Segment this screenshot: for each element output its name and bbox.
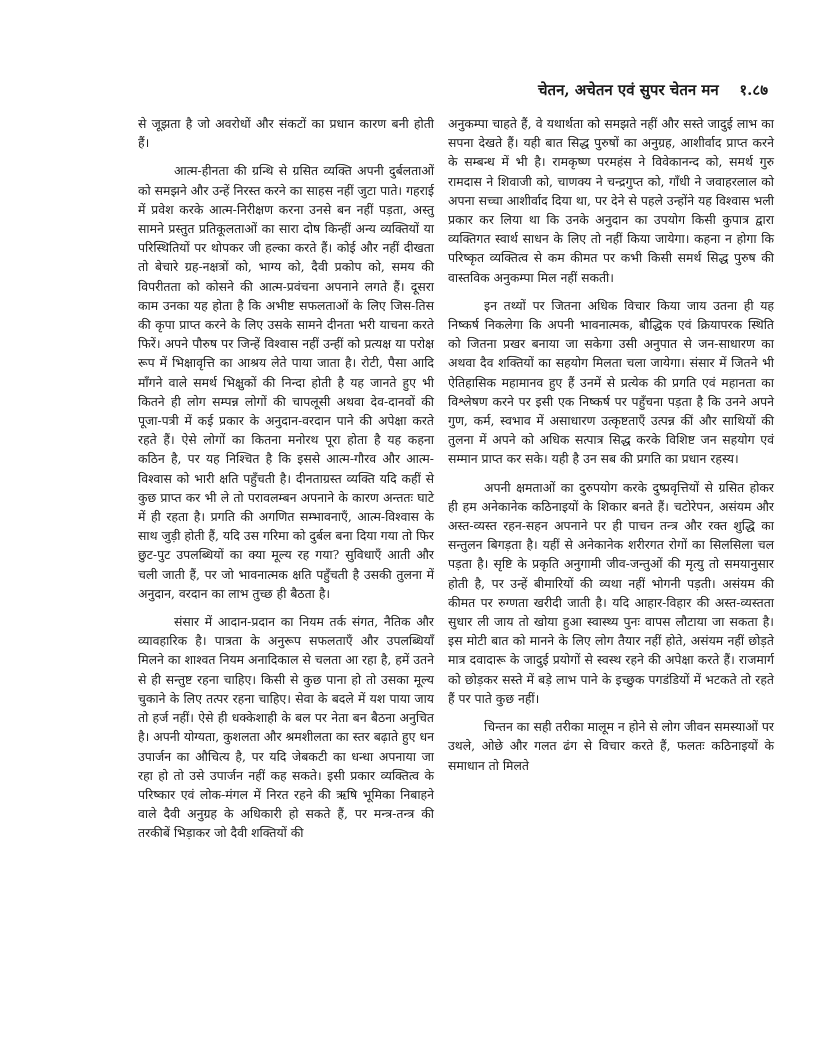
chapter-title: चेतन, अचेतन एवं सुपर चेतन मन xyxy=(538,81,719,99)
paragraph: अनुकम्पा चाहते हैं, वे यथार्थता को समझते नहीं और सस्ते जादुई लाभ का सपना देखते हैं। यही बात सिद्ध पुरुषों का अनुग्रह, आशीर्वाद प्राप्त करने के सम्बन्ध में भी है। रामकृष्ण परमहंस ने विवेकानन्द को, समर्थ गुरु रामदास ने शिवाजी को, चाणक्य ने चन्द्रगुप्त को, गाँधी ने जवाहरलाल को अपना सच्चा आशीर्वाद दिया था, पर देने से पहले उन्होंने यह विश्वास भली प्रकार कर लिया था कि उनके अनुदान का उपयोग किसी कुपात्र द्वारा व्यक्तिगत स्वार्थ साधन के लिए तो नहीं किया जायेगा। कहना न होगा कि परिष्कृत व्यक्तित्व से कम कीमत पर कभी किसी समर्थ सिद्ध पुरुष की वास्तविक अनुकम्पा मिल नहीं सकती। xyxy=(448,116,774,285)
paragraph: से जूझता है जो अवरोधों और संकटों का प्रधान कारण बनी होती हैं। xyxy=(138,116,434,151)
paragraph: इन तथ्यों पर जितना अधिक विचार किया जाय उतना ही यह निष्कर्ष निकलेगा कि अपनी भावनात्मक, बौद्धिक एवं क्रियापरक स्थिति को जितना प्रखर बनाया जा सकेगा उसी अनुपात से जन-साधारण का अथवा दैव शक्तियों का सहयोग मिलता चला जायेगा। संसार में जितने भी ऐतिहासिक महामानव हुए हैं उनमें से प्रत्येक की प्रगति एवं महानता का विश्लेषण करने पर इसी एक निष्कर्ष पर पहुँचना पड़ता है कि उनने अपने गुण, कर्म, स्वभाव में असाधारण उत्कृष्टताएँ उत्पन्न कीं और साथियों की तुलना में अपने को अधिक सत्पात्र सिद्ध करके विशिष्ट जन सहयोग एवं सम्मान प्राप्त कर सके। यही है उन सब की प्रगति का प्रधान रहस्य। xyxy=(448,297,774,467)
running-header xyxy=(440,76,772,100)
paragraph: चिन्तन का सही तरीका मालूम न होने से लोग जीवन समस्याओं पर उथले, ओछे और गलत ढंग से विचार करते हैं, फलतः कठिनाइयों के समाधान तो मिलते xyxy=(448,719,774,773)
right-column xyxy=(448,114,774,784)
paragraph: आत्म-हीनता की ग्रन्थि से ग्रसित व्यक्ति अपनी दुर्बलताओं को समझने और उन्हें निरस्त करने का साहस नहीं जुटा पाते। गहराई में प्रवेश करके आत्म-निरीक्षण करना उनसे बन नहीं पड़ता, अस्तु सामने प्रस्तुत प्रतिकूलताओं का सारा दोष किन्हीं अन्य व्यक्तियों या परिस्थितियों पर थोपकर जी हल्का करते हैं। कोई और नहीं दीखता तो बेचारे ग्रह-नक्षत्रों को, भाग्य को, दैवी प्रकोप को, समय की विपरीतता को कोसने की आत्म-प्रवंचना अपनाने लगते हैं। दूसरा काम उनका यह होता है कि अभीष्ट सफलताओं के लिए जिस-तिस की कृपा प्राप्त करने के लिए उसके सामने दीनता भरी याचना करते फिरें। अपने पौरुष पर जिन्हें विश्वास नहीं उन्हीं को प्रत्यक्ष या परोक्ष रूप में भिक्षावृत्ति का आश्रय लेते पाया जाता है। रोटी, पैसा आदि माँगने वाले समर्थ भिक्षुकों की निन्दा होती है यह जानते हुए भी कितने ही लोग सम्पन्न लोगों की चापलूसी अथवा देव-दानवों की पूजा-पत्री में कई प्रकार के अनुदान-वरदान पाने की अपेक्षा करते रहते हैं। ऐसे लोगों का कितना मनोरथ पूरा होता है यह कहना कठिन है, पर यह निश्चित है कि इससे आत्म-गौरव और आत्म-विश्वास को भारी क्षति पहुँचती है। दीनताग्रस्त व्यक्ति यदि कहीं से कुछ प्राप्त कर भी ले तो परावलम्बन अपनाने के कारण अन्ततः घाटे में ही रहता है। प्रगति की अगणित सम्भावनाएँ, आत्म-विश्वास के साथ जुड़ी होती हैं, यदि उस गरिमा को दुर्बल बना दिया गया तो फिर छुट-पुट उपलब्धियों का क्या मूल्य रह गया? सुविधाएँ आती और चली जाती हैं, पर जो भावनात्मक क्षति पहुँचती है उसकी तुलना में अनुदान, वरदान का लाभ तुच्छ ही बैठता है। xyxy=(138,163,434,601)
page-number: १.८७ xyxy=(739,81,768,99)
paragraph: अपनी क्षमताओं का दुरुपयोग करके दुष्प्रवृत्तियों से ग्रसित होकर ही हम अनेकानेक कठिनाइयों के शिकार बनते हैं। चटोरेपन, असंयम और अस्त-व्यस्त रहन-सहन अपनाने पर ही पाचन तन्त्र और रक्त शुद्धि का सन्तुलन बिगड़ता है। यहीं से अनेकानेक शरीरगत रोगों का सिलसिला चल पड़ता है। सृष्टि के प्रकृति अनुगामी जीव-जन्तुओं की मृत्यु तो समयानुसार होती है, पर उन्हें बीमारियों की व्यथा नहीं भोगनी पड़ती। असंयम की कीमत पर रुग्णता खरीदी जाती है। यदि आहार-विहार की अस्त-व्यस्तता सुधार ली जाय तो खोया हुआ स्वास्थ्य पुनः वापस लौटाया जा सकता है। इस मोटी बात को मानने के लिए लोग तैयार नहीं होते, असंयम नहीं छोड़ते मात्र दवादारू के जादुई प्रयोगों से स्वस्थ रहने की अपेक्षा करते हैं। राजमार्ग को छोड़कर सस्ते में बड़े लाभ पाने के इच्छुक पगडंडियों में भटकते तो रहते हैं पर पाते कुछ नहीं। xyxy=(448,479,774,706)
left-column xyxy=(138,114,434,852)
paragraph: संसार में आदान-प्रदान का नियम तर्क संगत, नैतिक और व्यावहारिक है। पात्रता के अनुरूप सफलताएँ और उपलब्धियाँ मिलने का शाश्वत नियम अनादिकाल से चलता आ रहा है, हमें उतने से ही सन्तुष्ट रहना चाहिए। किसी से कुछ पाना हो तो उसका मूल्य चुकाने के लिए तत्पर रहना चाहिए। सेवा के बदले में यश पाया जाय तो हर्ज नहीं। ऐसे ही धक्केशाही के बल पर नेता बन बैठना अनुचित है। अपनी योग्यता, कुशलता और श्रमशीलता का स्तर बढ़ाते हुए धन उपार्जन का औचित्य है, पर यदि जेबकटी का धन्धा अपनाया जा रहा हो तो उसे उपार्जन नहीं कह सकते। इसी प्रकार व्यक्तित्व के परिष्कार एवं लोक-मंगल में निरत रहने की ऋषि भूमिका निबाहने वाले दैवी अनुग्रह के अधिकारी हो सकते हैं, पर मन्त्र-तन्त्र की तरकीबें भिड़ाकर जो दैवी शक्तियों की xyxy=(138,614,434,841)
